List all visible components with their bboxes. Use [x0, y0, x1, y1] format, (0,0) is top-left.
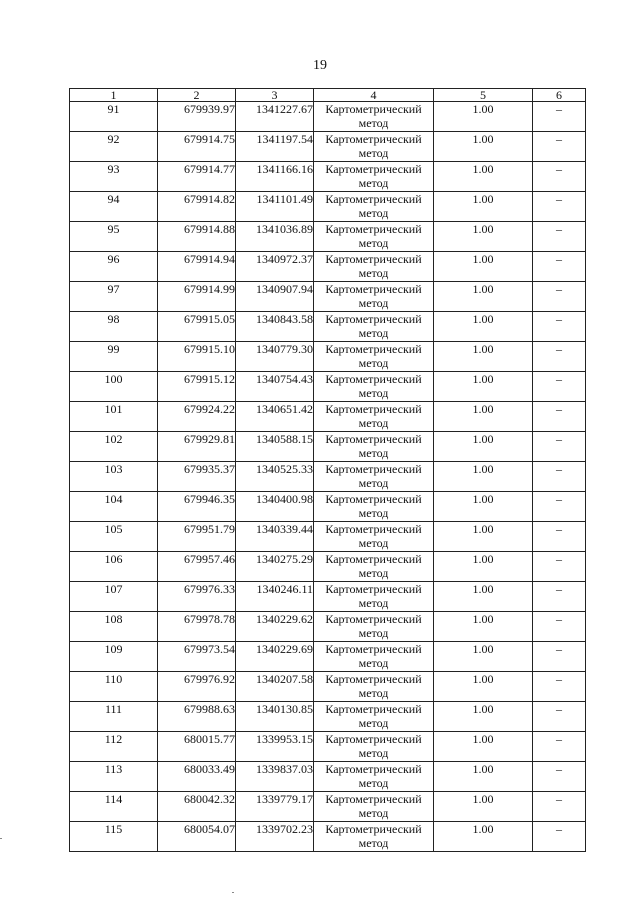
y-coordinate-cell: 1340229.69 — [236, 642, 314, 672]
table-row — [70, 822, 586, 852]
method-cell: Картометрический метод — [314, 762, 434, 792]
point-number-cell: 111 — [70, 702, 158, 732]
accuracy-cell: 1.00 — [434, 672, 533, 702]
note-cell: – — [533, 342, 586, 372]
x-coordinate-cell: 679957.46 — [158, 552, 236, 582]
note-cell: – — [533, 522, 586, 552]
table-row — [70, 282, 586, 312]
scan-speck — [232, 892, 234, 893]
table-row — [70, 372, 586, 402]
note-cell: – — [533, 192, 586, 222]
table-row — [70, 192, 586, 222]
point-number-cell: 110 — [70, 672, 158, 702]
accuracy-cell: 1.00 — [434, 642, 533, 672]
y-coordinate-cell: 1341036.89 — [236, 222, 314, 252]
note-cell: – — [533, 492, 586, 522]
x-coordinate-cell: 680015.77 — [158, 732, 236, 762]
table-row — [70, 492, 586, 522]
note-cell: – — [533, 132, 586, 162]
table-row — [70, 612, 586, 642]
y-coordinate-cell: 1340130.85 — [236, 702, 314, 732]
method-cell: Картометрический метод — [314, 522, 434, 552]
accuracy-cell: 1.00 — [434, 132, 533, 162]
y-coordinate-cell: 1339953.15 — [236, 732, 314, 762]
x-coordinate-cell: 679915.12 — [158, 372, 236, 402]
note-cell: – — [533, 222, 586, 252]
table-row — [70, 432, 586, 462]
method-cell: Картометрический метод — [314, 582, 434, 612]
note-cell: – — [533, 432, 586, 462]
note-cell: – — [533, 582, 586, 612]
accuracy-cell: 1.00 — [434, 252, 533, 282]
accuracy-cell: 1.00 — [434, 432, 533, 462]
accuracy-cell: 1.00 — [434, 282, 533, 312]
column-header: 1 — [70, 89, 158, 102]
accuracy-cell: 1.00 — [434, 822, 533, 852]
accuracy-cell: 1.00 — [434, 342, 533, 372]
column-header: 5 — [434, 89, 533, 102]
x-coordinate-cell: 679915.10 — [158, 342, 236, 372]
table-row — [70, 402, 586, 432]
point-number-cell: 104 — [70, 492, 158, 522]
accuracy-cell: 1.00 — [434, 192, 533, 222]
method-cell: Картометрический метод — [314, 822, 434, 852]
y-coordinate-cell: 1340972.37 — [236, 252, 314, 282]
table-row — [70, 342, 586, 372]
accuracy-cell: 1.00 — [434, 372, 533, 402]
table-row — [70, 792, 586, 822]
x-coordinate-cell: 679939.97 — [158, 102, 236, 132]
y-coordinate-cell: 1339702.23 — [236, 822, 314, 852]
note-cell: – — [533, 462, 586, 492]
table-row — [70, 102, 586, 132]
method-cell: Картометрический метод — [314, 312, 434, 342]
x-coordinate-cell: 679988.63 — [158, 702, 236, 732]
x-coordinate-cell: 679946.35 — [158, 492, 236, 522]
method-cell: Картометрический метод — [314, 192, 434, 222]
y-coordinate-cell: 1339779.17 — [236, 792, 314, 822]
accuracy-cell: 1.00 — [434, 102, 533, 132]
method-cell: Картометрический метод — [314, 432, 434, 462]
x-coordinate-cell: 679914.82 — [158, 192, 236, 222]
point-number-cell: 114 — [70, 792, 158, 822]
table-row — [70, 732, 586, 762]
accuracy-cell: 1.00 — [434, 222, 533, 252]
point-number-cell: 100 — [70, 372, 158, 402]
y-coordinate-cell: 1340779.30 — [236, 342, 314, 372]
x-coordinate-cell: 679924.22 — [158, 402, 236, 432]
accuracy-cell: 1.00 — [434, 492, 533, 522]
x-coordinate-cell: 679929.81 — [158, 432, 236, 462]
point-number-cell: 106 — [70, 552, 158, 582]
method-cell: Картометрический метод — [314, 492, 434, 522]
point-number-cell: 99 — [70, 342, 158, 372]
x-coordinate-cell: 680054.07 — [158, 822, 236, 852]
point-number-cell: 96 — [70, 252, 158, 282]
table-row — [70, 552, 586, 582]
point-number-cell: 109 — [70, 642, 158, 672]
method-cell: Картометрический метод — [314, 132, 434, 162]
x-coordinate-cell: 679914.94 — [158, 252, 236, 282]
y-coordinate-cell: 1341166.16 — [236, 162, 314, 192]
method-cell: Картометрический метод — [314, 462, 434, 492]
note-cell: – — [533, 822, 586, 852]
note-cell: – — [533, 732, 586, 762]
accuracy-cell: 1.00 — [434, 312, 533, 342]
y-coordinate-cell: 1340588.15 — [236, 432, 314, 462]
table-row — [70, 702, 586, 732]
accuracy-cell: 1.00 — [434, 522, 533, 552]
page-number: 19 — [313, 58, 327, 73]
x-coordinate-cell: 680042.32 — [158, 792, 236, 822]
method-cell: Картометрический метод — [314, 102, 434, 132]
method-cell: Картометрический метод — [314, 282, 434, 312]
point-number-cell: 113 — [70, 762, 158, 792]
accuracy-cell: 1.00 — [434, 792, 533, 822]
note-cell: – — [533, 792, 586, 822]
note-cell: – — [533, 702, 586, 732]
point-number-cell: 102 — [70, 432, 158, 462]
table-row — [70, 252, 586, 282]
table-row — [70, 312, 586, 342]
x-coordinate-cell: 679976.33 — [158, 582, 236, 612]
method-cell: Картометрический метод — [314, 162, 434, 192]
note-cell: – — [533, 372, 586, 402]
note-cell: – — [533, 282, 586, 312]
point-number-cell: 101 — [70, 402, 158, 432]
point-number-cell: 103 — [70, 462, 158, 492]
method-cell: Картометрический метод — [314, 792, 434, 822]
x-coordinate-cell: 679973.54 — [158, 642, 236, 672]
y-coordinate-cell: 1340229.62 — [236, 612, 314, 642]
method-cell: Картометрический метод — [314, 252, 434, 282]
x-coordinate-cell: 680033.49 — [158, 762, 236, 792]
note-cell: – — [533, 612, 586, 642]
method-cell: Картометрический метод — [314, 552, 434, 582]
method-cell: Картометрический метод — [314, 342, 434, 372]
x-coordinate-cell: 679935.37 — [158, 462, 236, 492]
y-coordinate-cell: 1340651.42 — [236, 402, 314, 432]
x-coordinate-cell: 679914.77 — [158, 162, 236, 192]
note-cell: – — [533, 552, 586, 582]
point-number-cell: 105 — [70, 522, 158, 552]
note-cell: – — [533, 642, 586, 672]
method-cell: Картометрический метод — [314, 372, 434, 402]
y-coordinate-cell: 1340843.58 — [236, 312, 314, 342]
note-cell: – — [533, 252, 586, 282]
column-header: 4 — [314, 89, 434, 102]
point-number-cell: 93 — [70, 162, 158, 192]
point-number-cell: 108 — [70, 612, 158, 642]
x-coordinate-cell: 679978.78 — [158, 612, 236, 642]
accuracy-cell: 1.00 — [434, 612, 533, 642]
x-coordinate-cell: 679914.88 — [158, 222, 236, 252]
accuracy-cell: 1.00 — [434, 702, 533, 732]
accuracy-cell: 1.00 — [434, 762, 533, 792]
method-cell: Картометрический метод — [314, 402, 434, 432]
method-cell: Картометрический метод — [314, 222, 434, 252]
x-coordinate-cell: 679914.99 — [158, 282, 236, 312]
accuracy-cell: 1.00 — [434, 732, 533, 762]
point-number-cell: 98 — [70, 312, 158, 342]
table-row — [70, 642, 586, 672]
y-coordinate-cell: 1341197.54 — [236, 132, 314, 162]
x-coordinate-cell: 679915.05 — [158, 312, 236, 342]
table-row — [70, 762, 586, 792]
note-cell: – — [533, 762, 586, 792]
table-row — [70, 672, 586, 702]
y-coordinate-cell: 1340907.94 — [236, 282, 314, 312]
note-cell: – — [533, 672, 586, 702]
point-number-cell: 107 — [70, 582, 158, 612]
point-number-cell: 97 — [70, 282, 158, 312]
method-cell: Картометрический метод — [314, 702, 434, 732]
y-coordinate-cell: 1340400.98 — [236, 492, 314, 522]
point-number-cell: 94 — [70, 192, 158, 222]
point-number-cell: 91 — [70, 102, 158, 132]
table-body — [70, 102, 586, 852]
y-coordinate-cell: 1340754.43 — [236, 372, 314, 402]
table-row — [70, 162, 586, 192]
y-coordinate-cell: 1341227.67 — [236, 102, 314, 132]
y-coordinate-cell: 1340246.11 — [236, 582, 314, 612]
point-number-cell: 115 — [70, 822, 158, 852]
accuracy-cell: 1.00 — [434, 162, 533, 192]
point-number-cell: 112 — [70, 732, 158, 762]
y-coordinate-cell: 1340207.58 — [236, 672, 314, 702]
method-cell: Картометрический метод — [314, 642, 434, 672]
table-row — [70, 462, 586, 492]
x-coordinate-cell: 679914.75 — [158, 132, 236, 162]
column-header: 6 — [533, 89, 586, 102]
table-row — [70, 522, 586, 552]
x-coordinate-cell: 679951.79 — [158, 522, 236, 552]
table-row — [70, 132, 586, 162]
note-cell: – — [533, 102, 586, 132]
note-cell: – — [533, 402, 586, 432]
method-cell: Картометрический метод — [314, 732, 434, 762]
accuracy-cell: 1.00 — [434, 552, 533, 582]
y-coordinate-cell: 1340339.44 — [236, 522, 314, 552]
table-header-row — [70, 89, 586, 102]
coordinates-table — [69, 88, 586, 852]
method-cell: Картометрический метод — [314, 612, 434, 642]
point-number-cell: 95 — [70, 222, 158, 252]
y-coordinate-cell: 1341101.49 — [236, 192, 314, 222]
x-coordinate-cell: 679976.92 — [158, 672, 236, 702]
y-coordinate-cell: 1339837.03 — [236, 762, 314, 792]
method-cell: Картометрический метод — [314, 672, 434, 702]
point-number-cell: 92 — [70, 132, 158, 162]
accuracy-cell: 1.00 — [434, 402, 533, 432]
column-header: 2 — [158, 89, 236, 102]
table-row — [70, 582, 586, 612]
column-header: 3 — [236, 89, 314, 102]
y-coordinate-cell: 1340525.33 — [236, 462, 314, 492]
note-cell: – — [533, 162, 586, 192]
accuracy-cell: 1.00 — [434, 582, 533, 612]
scan-speck — [0, 838, 2, 839]
note-cell: – — [533, 312, 586, 342]
accuracy-cell: 1.00 — [434, 462, 533, 492]
y-coordinate-cell: 1340275.29 — [236, 552, 314, 582]
table-row — [70, 222, 586, 252]
